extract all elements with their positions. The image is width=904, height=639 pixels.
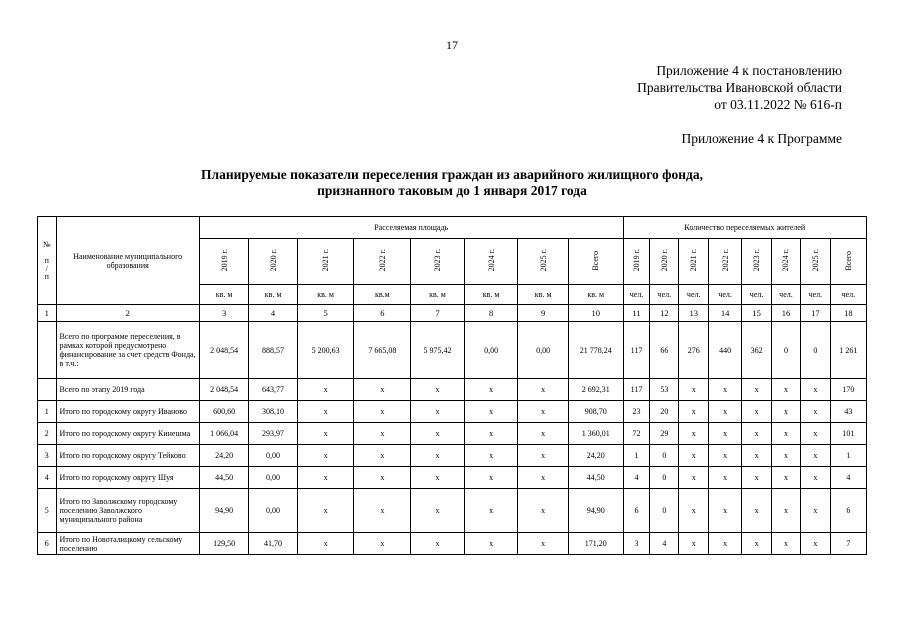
table-cell: 44,50 bbox=[199, 467, 248, 489]
table-cell: х bbox=[518, 379, 569, 401]
table-cell: 7 665,08 bbox=[354, 322, 411, 379]
table-cell: х bbox=[742, 379, 772, 401]
column-number: 17 bbox=[800, 305, 830, 322]
header-year-label: 2021 г. bbox=[689, 249, 699, 272]
header-year-cell bbox=[199, 239, 248, 285]
row-number: 1 bbox=[38, 401, 57, 423]
header-unit: чел. bbox=[679, 285, 709, 305]
column-number: 4 bbox=[249, 305, 297, 322]
table-cell: 6 bbox=[830, 489, 866, 533]
table-cell: х bbox=[772, 401, 801, 423]
table-cell: 24,20 bbox=[199, 445, 248, 467]
column-number: 6 bbox=[354, 305, 411, 322]
header-year-label: 2023 г. bbox=[432, 249, 442, 272]
column-number: 15 bbox=[742, 305, 772, 322]
table-cell: х bbox=[742, 467, 772, 489]
header-unit: чел. bbox=[623, 285, 650, 305]
table-cell: х bbox=[742, 489, 772, 533]
header-unit: чел. bbox=[830, 285, 866, 305]
header-unit: чел. bbox=[772, 285, 801, 305]
column-number: 12 bbox=[650, 305, 679, 322]
table-cell: х bbox=[742, 423, 772, 445]
table-cell: 6 bbox=[623, 489, 650, 533]
table-cell: 101 bbox=[830, 423, 866, 445]
table-cell: х bbox=[411, 423, 465, 445]
page-number: 17 bbox=[446, 38, 458, 52]
table-cell: 308,10 bbox=[249, 401, 297, 423]
header-area-group: Расселяемая площадь bbox=[199, 217, 623, 239]
table-cell: 908,70 bbox=[568, 401, 623, 423]
table-cell: х bbox=[800, 467, 830, 489]
row-name: Итого по Новоталицкому сельскому поселению bbox=[56, 533, 199, 555]
table-cell: х bbox=[800, 379, 830, 401]
table-cell: х bbox=[464, 445, 518, 467]
table-cell: х bbox=[297, 467, 354, 489]
table-cell: х bbox=[679, 401, 709, 423]
header-unit: кв. м bbox=[297, 285, 354, 305]
header-year-cell bbox=[800, 239, 830, 285]
header-year-cell bbox=[623, 239, 650, 285]
table-cell: 643,77 bbox=[249, 379, 297, 401]
header-unit: кв. м bbox=[249, 285, 297, 305]
table-cell: 1 bbox=[830, 445, 866, 467]
table-cell: 4 bbox=[623, 467, 650, 489]
table-cell: 1 066,04 bbox=[199, 423, 248, 445]
table-cell: х bbox=[709, 423, 742, 445]
table-cell: 23 bbox=[623, 401, 650, 423]
header-year-label: 2024 г. bbox=[486, 249, 496, 272]
column-number: 14 bbox=[709, 305, 742, 322]
appendix-block bbox=[637, 62, 842, 113]
table-cell: 362 bbox=[742, 322, 772, 379]
appendix-line: Приложение 4 к постановлению bbox=[656, 63, 842, 78]
table-cell: х bbox=[464, 489, 518, 533]
table-cell: х bbox=[354, 489, 411, 533]
table-cell: 293,97 bbox=[249, 423, 297, 445]
column-number: 5 bbox=[297, 305, 354, 322]
table-cell: х bbox=[679, 489, 709, 533]
table-cell: 2 048,54 bbox=[199, 379, 248, 401]
table-cell: х bbox=[464, 467, 518, 489]
table-cell: х bbox=[354, 379, 411, 401]
table-row bbox=[38, 489, 867, 533]
row-number: 2 bbox=[38, 423, 57, 445]
table-cell: х bbox=[772, 489, 801, 533]
table-cell: х bbox=[679, 423, 709, 445]
table-cell: 171,20 bbox=[568, 533, 623, 555]
header-year-cell bbox=[650, 239, 679, 285]
table-cell: х bbox=[742, 401, 772, 423]
table-cell: х bbox=[800, 423, 830, 445]
table-cell: х bbox=[518, 533, 569, 555]
table-cell: х bbox=[800, 533, 830, 555]
table-cell: х bbox=[679, 445, 709, 467]
column-number: 9 bbox=[518, 305, 569, 322]
table-cell: х bbox=[518, 401, 569, 423]
table-cell: 2 692,31 bbox=[568, 379, 623, 401]
header-year-cell bbox=[679, 239, 709, 285]
table-cell: 3 bbox=[623, 533, 650, 555]
table-cell: х bbox=[354, 423, 411, 445]
table-cell: 4 bbox=[650, 533, 679, 555]
table-cell: 21 778,24 bbox=[568, 322, 623, 379]
header-unit: кв. м bbox=[568, 285, 623, 305]
table-cell: 5 200,63 bbox=[297, 322, 354, 379]
table-cell: х bbox=[518, 467, 569, 489]
header-year-label: 2019 г. bbox=[632, 249, 641, 272]
header-year-cell bbox=[518, 239, 569, 285]
table-row bbox=[38, 533, 867, 555]
table-cell: х bbox=[297, 445, 354, 467]
table-cell: х bbox=[297, 533, 354, 555]
row-number: 5 bbox=[38, 489, 57, 533]
table-cell: 0,00 bbox=[249, 489, 297, 533]
table-cell: х bbox=[354, 445, 411, 467]
column-number: 11 bbox=[623, 305, 650, 322]
table-cell: х bbox=[772, 423, 801, 445]
header-unit: кв. м bbox=[518, 285, 569, 305]
table-cell: 43 bbox=[830, 401, 866, 423]
header-year-cell bbox=[249, 239, 297, 285]
table-cell: х bbox=[772, 445, 801, 467]
column-number: 1 bbox=[38, 305, 57, 322]
header-unit: чел. bbox=[800, 285, 830, 305]
column-number: 3 bbox=[199, 305, 248, 322]
table-cell: х bbox=[411, 401, 465, 423]
resettlement-table bbox=[37, 216, 867, 555]
table-cell: х bbox=[742, 445, 772, 467]
table-row bbox=[38, 467, 867, 489]
table-cell: 94,90 bbox=[199, 489, 248, 533]
table-cell: х bbox=[772, 379, 801, 401]
header-unit: кв. м bbox=[199, 285, 248, 305]
table-cell: 0,00 bbox=[249, 445, 297, 467]
header-year-cell bbox=[830, 239, 866, 285]
table-cell: х bbox=[464, 401, 518, 423]
table-cell: х bbox=[709, 401, 742, 423]
table-cell: 117 bbox=[623, 379, 650, 401]
table-cell: х bbox=[679, 467, 709, 489]
table-cell: х bbox=[297, 423, 354, 445]
document-title bbox=[0, 167, 904, 199]
table-cell: х bbox=[411, 445, 465, 467]
appendix-program: Приложение 4 к Программе bbox=[681, 131, 842, 146]
table-cell: 0,00 bbox=[518, 322, 569, 379]
table-cell: х bbox=[518, 489, 569, 533]
row-number bbox=[38, 322, 57, 379]
table-cell: 440 bbox=[709, 322, 742, 379]
header-unit: кв. м bbox=[411, 285, 465, 305]
table-cell: х bbox=[354, 467, 411, 489]
row-name: Итого по городскому округу Кинешма bbox=[56, 423, 199, 445]
table-cell: х bbox=[411, 467, 465, 489]
row-name: Итого по городскому округу Тейково bbox=[56, 445, 199, 467]
header-year-label: 2024 г. bbox=[781, 249, 791, 272]
row-name: Итого по городскому округу Иваново bbox=[56, 401, 199, 423]
header-year-cell bbox=[742, 239, 772, 285]
table-cell: х bbox=[354, 401, 411, 423]
table-cell: х bbox=[709, 467, 742, 489]
row-number: 4 bbox=[38, 467, 57, 489]
table-cell: 29 bbox=[650, 423, 679, 445]
header-year-label: Всего bbox=[591, 250, 601, 271]
table-cell: 94,90 bbox=[568, 489, 623, 533]
table-cell: 0,00 bbox=[249, 467, 297, 489]
table-cell: х bbox=[297, 489, 354, 533]
header-name: Наименование муниципального образования bbox=[56, 217, 199, 305]
table-cell: х bbox=[709, 445, 742, 467]
title-line: признанного таковым до 1 января 2017 года bbox=[317, 183, 587, 198]
column-number: 10 bbox=[568, 305, 623, 322]
title-line: Планируемые показатели переселения граждан из аварийного жилищного фонда, bbox=[201, 167, 703, 182]
table-cell: х bbox=[772, 533, 801, 555]
table-cell: 72 bbox=[623, 423, 650, 445]
table-cell: х bbox=[709, 379, 742, 401]
header-year-label: 2022 г. bbox=[377, 249, 387, 272]
table-cell: 0 bbox=[650, 489, 679, 533]
row-name: Всего по этапу 2019 года bbox=[56, 379, 199, 401]
column-number: 7 bbox=[411, 305, 465, 322]
header-year-label: 2021 г. bbox=[321, 249, 331, 272]
header-unit: чел. bbox=[742, 285, 772, 305]
column-number: 18 bbox=[830, 305, 866, 322]
table-cell: х bbox=[518, 423, 569, 445]
appendix-line: от 03.11.2022 № 616-п bbox=[714, 97, 842, 112]
table-cell: 7 bbox=[830, 533, 866, 555]
table-row bbox=[38, 379, 867, 401]
table-cell: 0,00 bbox=[464, 322, 518, 379]
header-year-label: 2025 г. bbox=[538, 249, 548, 272]
header-year-label: 2022 г. bbox=[720, 249, 730, 272]
table-cell: 0 bbox=[650, 467, 679, 489]
table-row bbox=[38, 445, 867, 467]
table-cell: 44,50 bbox=[568, 467, 623, 489]
table-cell: х bbox=[464, 379, 518, 401]
header-no: № п / п bbox=[38, 217, 57, 305]
table-cell: 276 bbox=[679, 322, 709, 379]
table-cell: 888,57 bbox=[249, 322, 297, 379]
header-year-label: 2020 г. bbox=[268, 249, 278, 272]
header-unit: кв.м bbox=[354, 285, 411, 305]
table-cell: х bbox=[518, 445, 569, 467]
table-cell: х bbox=[411, 489, 465, 533]
column-number: 16 bbox=[772, 305, 801, 322]
header-year-label: 2020 г. bbox=[659, 249, 669, 272]
table-cell: х bbox=[297, 401, 354, 423]
row-number: 3 bbox=[38, 445, 57, 467]
header-year-cell bbox=[772, 239, 801, 285]
table-cell: 0 bbox=[772, 322, 801, 379]
table-cell: 0 bbox=[650, 445, 679, 467]
header-year-label: 2025 г. bbox=[810, 249, 820, 272]
row-name: Итого по городскому округу Шуя bbox=[56, 467, 199, 489]
table-cell: 5 975,42 bbox=[411, 322, 465, 379]
table-cell: х bbox=[679, 533, 709, 555]
header-year-cell bbox=[297, 239, 354, 285]
table-cell: 66 bbox=[650, 322, 679, 379]
table-cell: х bbox=[464, 423, 518, 445]
table-cell: 0 bbox=[800, 322, 830, 379]
table-cell: х bbox=[772, 467, 801, 489]
row-number: 6 bbox=[38, 533, 57, 555]
table-cell: 2 048,54 bbox=[199, 322, 248, 379]
header-year-label: 2023 г. bbox=[752, 249, 762, 272]
table-row bbox=[38, 401, 867, 423]
header-year-cell bbox=[354, 239, 411, 285]
table-cell: х bbox=[800, 401, 830, 423]
header-year-cell bbox=[411, 239, 465, 285]
table-cell: 129,50 bbox=[199, 533, 248, 555]
table-cell: х bbox=[709, 533, 742, 555]
header-year-label: 2019 г. bbox=[219, 249, 229, 272]
header-year-cell bbox=[464, 239, 518, 285]
header-year-label: Всего bbox=[843, 250, 853, 271]
table-row bbox=[38, 423, 867, 445]
header-unit: чел. bbox=[709, 285, 742, 305]
column-number: 13 bbox=[679, 305, 709, 322]
table-cell: 41,70 bbox=[249, 533, 297, 555]
table-row bbox=[38, 322, 867, 379]
table-cell: х bbox=[297, 379, 354, 401]
table-cell: 170 bbox=[830, 379, 866, 401]
table-cell: х bbox=[354, 533, 411, 555]
header-unit: кв. м bbox=[464, 285, 518, 305]
header-unit: чел. bbox=[650, 285, 679, 305]
table-cell: х bbox=[679, 379, 709, 401]
row-number bbox=[38, 379, 57, 401]
table-cell: 20 bbox=[650, 401, 679, 423]
table-cell: 53 bbox=[650, 379, 679, 401]
header-people-group: Количество переселяемых жителей bbox=[623, 217, 866, 239]
table-cell: 4 bbox=[830, 467, 866, 489]
table-cell: х bbox=[709, 489, 742, 533]
header-year-cell bbox=[568, 239, 623, 285]
table-cell: 117 bbox=[623, 322, 650, 379]
table-cell: х bbox=[800, 445, 830, 467]
table-cell: 600,60 bbox=[199, 401, 248, 423]
table-cell: х bbox=[800, 489, 830, 533]
row-name: Итого по Заволжскому городскому поселению Заволжского муниципального района bbox=[56, 489, 199, 533]
table-cell: 1 360,01 bbox=[568, 423, 623, 445]
column-number: 8 bbox=[464, 305, 518, 322]
header-year-cell bbox=[709, 239, 742, 285]
table-cell: 1 bbox=[623, 445, 650, 467]
table-cell: х bbox=[464, 533, 518, 555]
table-cell: х bbox=[411, 533, 465, 555]
table-cell: х bbox=[742, 533, 772, 555]
table-cell: 24,20 bbox=[568, 445, 623, 467]
column-number: 2 bbox=[56, 305, 199, 322]
table-cell: х bbox=[411, 379, 465, 401]
appendix-line: Правительства Ивановской области bbox=[637, 80, 842, 95]
row-name: Всего по программе переселения, в рамках которой предусмотрено финансирование за счет средств Фонда, в т.ч.: bbox=[56, 322, 199, 379]
table-cell: 1 261 bbox=[830, 322, 866, 379]
